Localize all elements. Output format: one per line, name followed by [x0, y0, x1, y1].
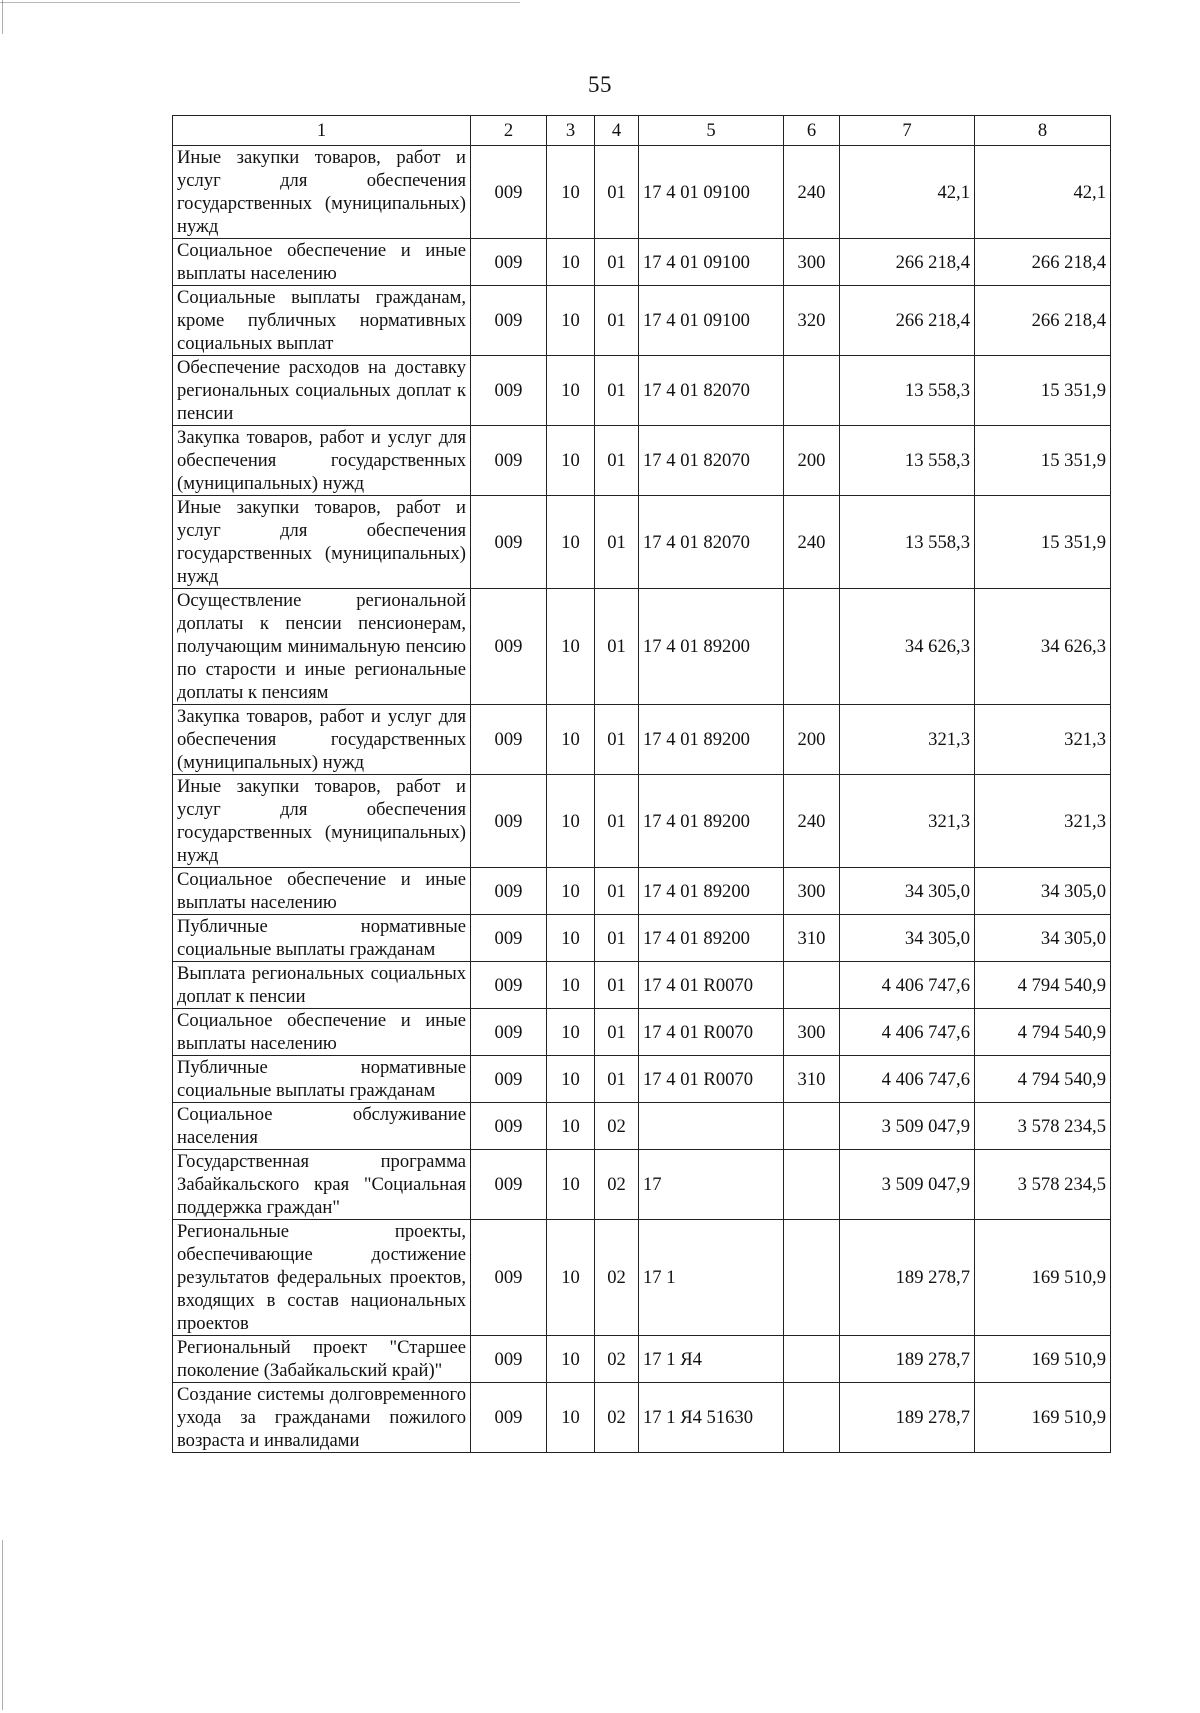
- target-article-code-cell: 17 4 01 R0070: [639, 962, 784, 1009]
- amount-col-8-cell: 4 794 540,9: [975, 1056, 1111, 1103]
- name-cell: Создание системы долговременного ухода за гражданами пожилого возраста и инвалидами: [173, 1383, 471, 1453]
- section-code-cell: 10: [547, 239, 595, 286]
- subsection-code-cell: 01: [595, 286, 639, 356]
- table-row: [173, 589, 1111, 705]
- subsection-code-cell: 01: [595, 356, 639, 426]
- name-cell: Обеспечение расходов на доставку региональных социальных доплат к пенсии: [173, 356, 471, 426]
- header-cell-3: 3: [547, 116, 595, 146]
- target-article-code-cell: 17 1: [639, 1220, 784, 1336]
- amount-col-8-cell: 42,1: [975, 146, 1111, 239]
- amount-col-7-cell: 321,3: [840, 705, 975, 775]
- amount-col-8-cell: 169 510,9: [975, 1383, 1111, 1453]
- amount-col-7-cell: 4 406 747,6: [840, 1056, 975, 1103]
- name-cell: Осуществление региональной доплаты к пенсии пенсионерам, получающим минимальную пенсию по старости и иные региональные доплаты к пенсиям: [173, 589, 471, 705]
- table-row: [173, 496, 1111, 589]
- amount-col-8-cell: 266 218,4: [975, 286, 1111, 356]
- table-row: [173, 915, 1111, 962]
- subsection-code-cell: 02: [595, 1336, 639, 1383]
- amount-col-8-cell: 34 626,3: [975, 589, 1111, 705]
- table-row: [173, 775, 1111, 868]
- amount-col-8-cell: 4 794 540,9: [975, 962, 1111, 1009]
- section-code-cell: 10: [547, 426, 595, 496]
- ministry-code-cell: 009: [471, 1336, 547, 1383]
- ministry-code-cell: 009: [471, 496, 547, 589]
- name-cell: Социальное обеспечение и иные выплаты населению: [173, 239, 471, 286]
- table-row: [173, 868, 1111, 915]
- subsection-code-cell: 01: [595, 868, 639, 915]
- name-cell: Социальное обеспечение и иные выплаты населению: [173, 868, 471, 915]
- section-code-cell: 10: [547, 356, 595, 426]
- amount-col-7-cell: 13 558,3: [840, 496, 975, 589]
- table-row: [173, 146, 1111, 239]
- amount-col-7-cell: 321,3: [840, 775, 975, 868]
- target-article-code-cell: 17 4 01 82070: [639, 426, 784, 496]
- amount-col-7-cell: 266 218,4: [840, 239, 975, 286]
- amount-col-8-cell: 321,3: [975, 705, 1111, 775]
- amount-col-8-cell: 15 351,9: [975, 426, 1111, 496]
- subsection-code-cell: 01: [595, 1009, 639, 1056]
- subsection-code-cell: 01: [595, 705, 639, 775]
- amount-col-8-cell: 169 510,9: [975, 1336, 1111, 1383]
- subsection-code-cell: 02: [595, 1383, 639, 1453]
- section-code-cell: 10: [547, 496, 595, 589]
- amount-col-7-cell: 34 305,0: [840, 868, 975, 915]
- section-code-cell: 10: [547, 286, 595, 356]
- subsection-code-cell: 01: [595, 962, 639, 1009]
- subsection-code-cell: 01: [595, 239, 639, 286]
- target-article-code-cell: 17 4 01 09100: [639, 239, 784, 286]
- expense-type-code-cell: 300: [784, 1009, 840, 1056]
- name-cell: Закупка товаров, работ и услуг для обеспечения государственных (муниципальных) нужд: [173, 705, 471, 775]
- name-cell: Социальное обеспечение и иные выплаты населению: [173, 1009, 471, 1056]
- name-cell: Иные закупки товаров, работ и услуг для обеспечения государственных (муниципальных) нужд: [173, 146, 471, 239]
- name-cell: Социальные выплаты гражданам, кроме публичных нормативных социальных выплат: [173, 286, 471, 356]
- amount-col-8-cell: 15 351,9: [975, 356, 1111, 426]
- amount-col-8-cell: 34 305,0: [975, 915, 1111, 962]
- expense-type-code-cell: [784, 356, 840, 426]
- expense-type-code-cell: [784, 962, 840, 1009]
- table-row: [173, 239, 1111, 286]
- target-article-code-cell: 17 4 01 R0070: [639, 1056, 784, 1103]
- header-cell-1: 1: [173, 116, 471, 146]
- table-row: [173, 1220, 1111, 1336]
- subsection-code-cell: 01: [595, 1056, 639, 1103]
- header-cell-8: 8: [975, 116, 1111, 146]
- target-article-code-cell: 17 4 01 09100: [639, 286, 784, 356]
- expense-type-code-cell: 300: [784, 239, 840, 286]
- amount-col-8-cell: 169 510,9: [975, 1220, 1111, 1336]
- budget-table: [172, 115, 1111, 1453]
- section-code-cell: 10: [547, 1103, 595, 1150]
- table-row: [173, 356, 1111, 426]
- amount-col-8-cell: 266 218,4: [975, 239, 1111, 286]
- amount-col-7-cell: 3 509 047,9: [840, 1103, 975, 1150]
- section-code-cell: 10: [547, 962, 595, 1009]
- name-cell: Региональный проект "Старшее поколение (Забайкальский край)": [173, 1336, 471, 1383]
- ministry-code-cell: 009: [471, 1150, 547, 1220]
- amount-col-7-cell: 189 278,7: [840, 1336, 975, 1383]
- ministry-code-cell: 009: [471, 286, 547, 356]
- table-row: [173, 962, 1111, 1009]
- subsection-code-cell: 02: [595, 1150, 639, 1220]
- section-code-cell: 10: [547, 1220, 595, 1336]
- section-code-cell: 10: [547, 1150, 595, 1220]
- amount-col-7-cell: 3 509 047,9: [840, 1150, 975, 1220]
- subsection-code-cell: 01: [595, 589, 639, 705]
- expense-type-code-cell: [784, 589, 840, 705]
- scan-edge-left-bottom: [2, 1540, 3, 1710]
- name-cell: Публичные нормативные социальные выплаты гражданам: [173, 1056, 471, 1103]
- ministry-code-cell: 009: [471, 146, 547, 239]
- ministry-code-cell: 009: [471, 1009, 547, 1056]
- table-row: [173, 286, 1111, 356]
- target-article-code-cell: 17 4 01 82070: [639, 356, 784, 426]
- target-article-code-cell: 17 4 01 89200: [639, 705, 784, 775]
- table-row: [173, 1009, 1111, 1056]
- amount-col-7-cell: 34 626,3: [840, 589, 975, 705]
- amount-col-8-cell: 3 578 234,5: [975, 1150, 1111, 1220]
- target-article-code-cell: 17 4 01 09100: [639, 146, 784, 239]
- expense-type-code-cell: 320: [784, 286, 840, 356]
- name-cell: Государственная программа Забайкальского края "Социальная поддержка граждан": [173, 1150, 471, 1220]
- page-number: 55: [588, 72, 612, 97]
- ministry-code-cell: 009: [471, 589, 547, 705]
- expense-type-code-cell: 310: [784, 1056, 840, 1103]
- scan-edge-left: [2, 0, 3, 34]
- section-code-cell: 10: [547, 589, 595, 705]
- table-row: [173, 705, 1111, 775]
- amount-col-8-cell: 321,3: [975, 775, 1111, 868]
- target-article-code-cell: 17 1 Я4 51630: [639, 1383, 784, 1453]
- section-code-cell: 10: [547, 915, 595, 962]
- expense-type-code-cell: 300: [784, 868, 840, 915]
- ministry-code-cell: 009: [471, 915, 547, 962]
- subsection-code-cell: 02: [595, 1220, 639, 1336]
- ministry-code-cell: 009: [471, 1383, 547, 1453]
- subsection-code-cell: 01: [595, 496, 639, 589]
- table-row: [173, 1336, 1111, 1383]
- ministry-code-cell: 009: [471, 1220, 547, 1336]
- target-article-code-cell: 17 4 01 82070: [639, 496, 784, 589]
- amount-col-7-cell: 189 278,7: [840, 1220, 975, 1336]
- section-code-cell: 10: [547, 1336, 595, 1383]
- target-article-code-cell: 17 4 01 89200: [639, 589, 784, 705]
- subsection-code-cell: 01: [595, 915, 639, 962]
- subsection-code-cell: 02: [595, 1103, 639, 1150]
- amount-col-7-cell: 42,1: [840, 146, 975, 239]
- header-cell-2: 2: [471, 116, 547, 146]
- table-row: [173, 1150, 1111, 1220]
- section-code-cell: 10: [547, 1009, 595, 1056]
- table-row: [173, 1383, 1111, 1453]
- ministry-code-cell: 009: [471, 426, 547, 496]
- name-cell: Социальное обслуживание населения: [173, 1103, 471, 1150]
- expense-type-code-cell: [784, 1150, 840, 1220]
- amount-col-7-cell: 34 305,0: [840, 915, 975, 962]
- ministry-code-cell: 009: [471, 356, 547, 426]
- amount-col-7-cell: 4 406 747,6: [840, 1009, 975, 1056]
- expense-type-code-cell: [784, 1220, 840, 1336]
- amount-col-7-cell: 13 558,3: [840, 426, 975, 496]
- scan-edge-top: [0, 2, 520, 3]
- name-cell: Публичные нормативные социальные выплаты гражданам: [173, 915, 471, 962]
- target-article-code-cell: 17 4 01 89200: [639, 775, 784, 868]
- amount-col-7-cell: 4 406 747,6: [840, 962, 975, 1009]
- amount-col-8-cell: 3 578 234,5: [975, 1103, 1111, 1150]
- expense-type-code-cell: [784, 1103, 840, 1150]
- header-cell-7: 7: [840, 116, 975, 146]
- amount-col-8-cell: 15 351,9: [975, 496, 1111, 589]
- header-cell-6: 6: [784, 116, 840, 146]
- expense-type-code-cell: 240: [784, 775, 840, 868]
- ministry-code-cell: 009: [471, 962, 547, 1009]
- amount-col-8-cell: 4 794 540,9: [975, 1009, 1111, 1056]
- table-row: [173, 426, 1111, 496]
- ministry-code-cell: 009: [471, 1056, 547, 1103]
- ministry-code-cell: 009: [471, 705, 547, 775]
- section-code-cell: 10: [547, 1383, 595, 1453]
- table-header-row: [173, 116, 1111, 146]
- header-cell-4: 4: [595, 116, 639, 146]
- section-code-cell: 10: [547, 775, 595, 868]
- ministry-code-cell: 009: [471, 239, 547, 286]
- header-cell-5: 5: [639, 116, 784, 146]
- target-article-code-cell: 17: [639, 1150, 784, 1220]
- ministry-code-cell: 009: [471, 868, 547, 915]
- ministry-code-cell: 009: [471, 1103, 547, 1150]
- name-cell: Закупка товаров, работ и услуг для обеспечения государственных (муниципальных) нужд: [173, 426, 471, 496]
- section-code-cell: 10: [547, 868, 595, 915]
- name-cell: Иные закупки товаров, работ и услуг для обеспечения государственных (муниципальных) нужд: [173, 496, 471, 589]
- subsection-code-cell: 01: [595, 146, 639, 239]
- section-code-cell: 10: [547, 705, 595, 775]
- amount-col-7-cell: 189 278,7: [840, 1383, 975, 1453]
- amount-col-7-cell: 266 218,4: [840, 286, 975, 356]
- table-row: [173, 1056, 1111, 1103]
- expense-type-code-cell: [784, 1336, 840, 1383]
- table-row: [173, 1103, 1111, 1150]
- subsection-code-cell: 01: [595, 775, 639, 868]
- target-article-code-cell: [639, 1103, 784, 1150]
- expense-type-code-cell: [784, 1383, 840, 1453]
- expense-type-code-cell: 200: [784, 705, 840, 775]
- expense-type-code-cell: 310: [784, 915, 840, 962]
- expense-type-code-cell: 240: [784, 146, 840, 239]
- section-code-cell: 10: [547, 1056, 595, 1103]
- section-code-cell: 10: [547, 146, 595, 239]
- table-body: [173, 146, 1111, 1453]
- amount-col-8-cell: 34 305,0: [975, 868, 1111, 915]
- amount-col-7-cell: 13 558,3: [840, 356, 975, 426]
- expense-type-code-cell: 200: [784, 426, 840, 496]
- name-cell: Выплата региональных социальных доплат к пенсии: [173, 962, 471, 1009]
- ministry-code-cell: 009: [471, 775, 547, 868]
- name-cell: Иные закупки товаров, работ и услуг для обеспечения государственных (муниципальных) нужд: [173, 775, 471, 868]
- target-article-code-cell: 17 1 Я4: [639, 1336, 784, 1383]
- name-cell: Региональные проекты, обеспечивающие достижение результатов федеральных проектов, входящих в состав национальных проектов: [173, 1220, 471, 1336]
- target-article-code-cell: 17 4 01 89200: [639, 915, 784, 962]
- expense-type-code-cell: 240: [784, 496, 840, 589]
- target-article-code-cell: 17 4 01 R0070: [639, 1009, 784, 1056]
- target-article-code-cell: 17 4 01 89200: [639, 868, 784, 915]
- subsection-code-cell: 01: [595, 426, 639, 496]
